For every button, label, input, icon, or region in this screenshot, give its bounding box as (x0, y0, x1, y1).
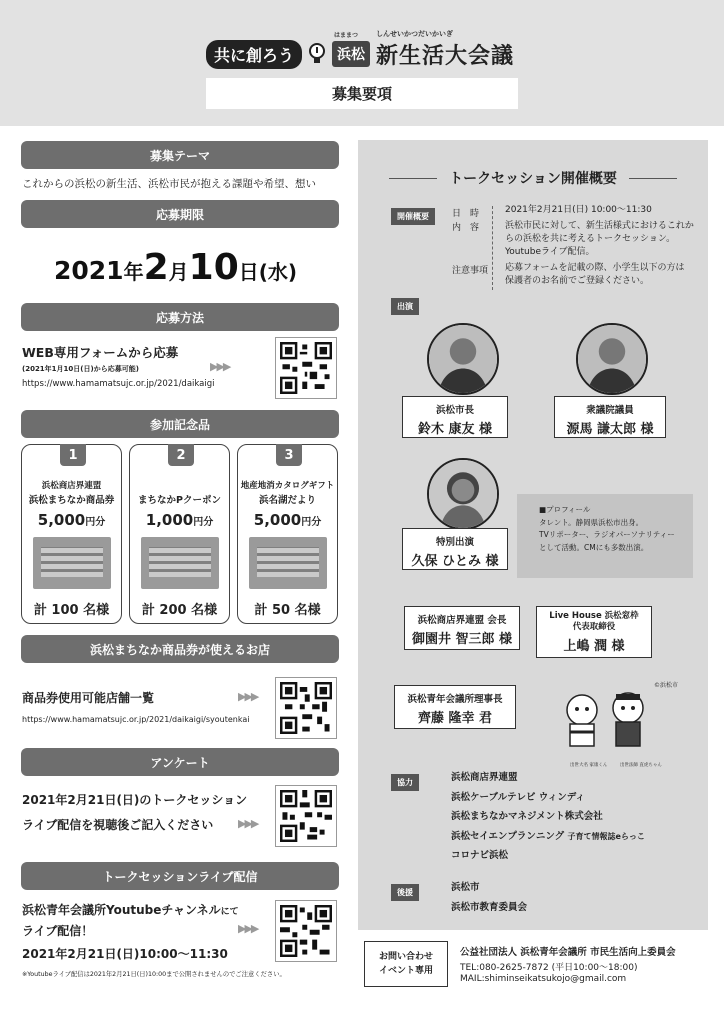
live-footnote: ※Youtubeライブ配信は2021年2月21日(日)10:00まで公開されませんのでご注意ください。 (22, 971, 286, 978)
prize-issuer: 地産地消カタログギフト (240, 481, 335, 491)
mascot-credit: ©浜松市 (654, 682, 679, 689)
speaker-role: Live House 浜松窓枠 代表取締役 (549, 611, 639, 632)
speaker-card-6 (394, 685, 516, 729)
prize-card-3 (237, 444, 338, 624)
title-rule (389, 178, 437, 179)
speaker-name: 上嶋 潤 様 (563, 639, 625, 654)
speaker-role: 浜松青年会議所理事長 (407, 694, 503, 705)
apply-method: WEB専用フォームから応募 (22, 345, 179, 360)
prize-image (141, 537, 219, 589)
contact-org: 公益社団法人 浜松青年会議所 市民生活向上委員会 (460, 947, 676, 958)
speaker-role: 浜松市長 (435, 405, 474, 416)
prize-amount: 5,000円分 (37, 511, 106, 529)
session-title: トークセッション開催概要 (358, 168, 708, 188)
speaker-name: 御園井 智三郎 様 (411, 632, 513, 647)
logo-title: しんせいかつだいかいぎ 新生活大会議 (376, 29, 515, 69)
contact-mail[interactable]: MAIL:shiminseikatsukojo@gmail.com (460, 974, 627, 984)
qr-code-live[interactable] (275, 900, 337, 962)
prize-name: 浜名湖だより (258, 495, 316, 506)
speaker-card-4 (404, 606, 520, 650)
section-survey-header: アンケート (21, 748, 339, 776)
speaker-role: 浜松商店界連盟 会長 (417, 615, 507, 626)
apply-note: (2021年1月10日(日)から応募可能) (22, 365, 139, 373)
support-list: 浜松市 浜松市教育委員会 (451, 882, 528, 913)
section-prizes-header: 参加記念品 (21, 410, 339, 438)
section-deadline-header: 応募期限 (21, 200, 339, 228)
date-value: 2021年2月21日(日) 10:00～11:30 (505, 205, 652, 215)
mascot-illustration (556, 688, 654, 760)
prize-name: 浜松まちなか商品券 (28, 495, 115, 506)
speaker-card-5 (536, 606, 652, 658)
live-line2: ライブ配信！ (22, 924, 94, 938)
notice-label: 注意事項 (452, 266, 489, 276)
speaker-name: 齊藤 隆幸 君 (417, 711, 493, 726)
page-title: 募集要項 (206, 78, 518, 109)
speaker-photo (427, 323, 499, 395)
cooperation-tag: 協力 (391, 774, 419, 791)
speaker-card-3 (402, 528, 508, 570)
section-theme-header: 募集テーマ (21, 141, 339, 169)
section-shops-header: 浜松まちなか商品券が使えるお店 (21, 635, 339, 663)
section-apply-header: 応募方法 (21, 303, 339, 331)
shops-title: 商品券使用可能店舗一覧 (22, 691, 155, 705)
qr-code-survey[interactable] (275, 785, 337, 847)
speaker-role: 特別出演 (435, 537, 474, 548)
qr-icon (280, 342, 332, 394)
cooperation-list: 浜松商店界連盟 浜松ケーブルテレビ ウィンディ 浜松まちなかマネジメント株式会社 浜松セイエンプランニング 子育て情報誌eらっこ コロナビ浜松 (451, 772, 645, 861)
person-icon (429, 325, 497, 393)
contact-tel[interactable]: TEL:080-2625-7872 (平日10:00～18:00) (460, 963, 638, 973)
prize-number: 3 (276, 444, 302, 466)
person-icon (429, 460, 497, 528)
header-banner (0, 0, 724, 126)
person-icon (578, 325, 646, 393)
logo-city: はままつ 浜松 (332, 41, 370, 67)
arrows-icon: ▶▶▶ (210, 360, 230, 373)
qr-code-shops[interactable] (275, 677, 337, 739)
prize-image (249, 537, 327, 589)
prize-issuer: 浜松商店界連盟 (41, 481, 102, 491)
notice-value: 応募フォームを記載の際、小学生以下の方は 保護者のお名前でご登録ください。 (505, 263, 685, 286)
speaker-card-1 (402, 396, 508, 438)
shops-url[interactable]: https://www.hamamatsujc.or.jp/2021/daikaigi/syoutenkai (22, 715, 250, 724)
arrows-icon: ▶▶▶ (238, 922, 258, 935)
contact-section (358, 938, 708, 990)
qr-icon (280, 905, 332, 957)
prize-card-2 (129, 444, 230, 624)
date-label: 日 時 (452, 209, 480, 219)
content-value: 浜松市民に対して、新生活様式におけるこれか らの浜松を共に考えるトークセッション。 Youtubeライブ配信。 (505, 221, 694, 257)
mascot-name-1: 出世大名 家康くん (570, 763, 608, 768)
prize-count: 計 100 名様 (33, 603, 110, 618)
logo-slogan: 共に創ろう (206, 40, 302, 69)
arrows-icon: ▶▶▶ (238, 690, 258, 703)
support-tag: 後援 (391, 884, 419, 901)
speaker-name: 源馬 謙太郎 様 (566, 422, 654, 437)
arrows-icon: ▶▶▶ (238, 817, 258, 830)
qr-icon (280, 790, 332, 842)
prize-amount: 1,000円分 (145, 511, 214, 529)
prize-count: 計 50 名様 (254, 603, 321, 618)
speaker-name: 鈴木 康友 様 (417, 422, 493, 437)
lightbulb-icon (308, 43, 326, 65)
qr-code-apply[interactable] (275, 337, 337, 399)
live-channel: 浜松青年会議所Youtubeチャンネルにて (22, 903, 239, 917)
session-panel (358, 140, 708, 930)
content-label: 内 容 (452, 223, 480, 233)
live-datetime: 2021年2月21日(日)10:00～11:30 (22, 947, 228, 961)
speaker-photo (427, 458, 499, 530)
contact-label-box: お問い合わせ イベント専用 (364, 941, 448, 987)
profile-box: ■プロフィール タレント。静岡県浜松市出身。 TVリポーター、ラジオパーソナリティー として活動。CMにも多数出演。 (517, 494, 693, 578)
title-rule (629, 178, 677, 179)
section-live-header: トークセッションライブ配信 (21, 862, 339, 890)
qr-icon (280, 682, 332, 734)
prize-number: 1 (60, 444, 86, 466)
speaker-card-2 (554, 396, 666, 438)
survey-line2: ライブ配信を視聴後ご記入ください (22, 818, 214, 832)
prize-number: 2 (168, 444, 194, 466)
prize-image (33, 537, 111, 589)
prize-name: まちなかPクーポン (138, 495, 221, 506)
deadline-date: 2021年2月10日(水) (54, 247, 298, 288)
speaker-role: 衆議院議員 (586, 405, 634, 416)
prize-count: 計 200 名様 (141, 603, 218, 618)
theme-text: これからの浜松の新生活、浜松市民が抱える課題や希望、想い (22, 178, 316, 190)
overview-tag: 開催概要 (391, 208, 435, 225)
overview-divider (492, 206, 493, 290)
survey-line1: 2021年2月21日(日)のトークセッション (22, 793, 248, 807)
mascot-name-2: 出世法師 直虎ちゃん (620, 763, 662, 768)
prize-amount: 5,000円分 (253, 511, 322, 529)
event-logo (206, 29, 515, 70)
apply-url[interactable]: https://www.hamamatsujc.or.jp/2021/daikaigi (22, 379, 215, 389)
prize-card-1 (21, 444, 122, 624)
speaker-name: 久保 ひとみ 様 (411, 554, 499, 569)
cast-tag: 出演 (391, 298, 419, 315)
speaker-photo (576, 323, 648, 395)
